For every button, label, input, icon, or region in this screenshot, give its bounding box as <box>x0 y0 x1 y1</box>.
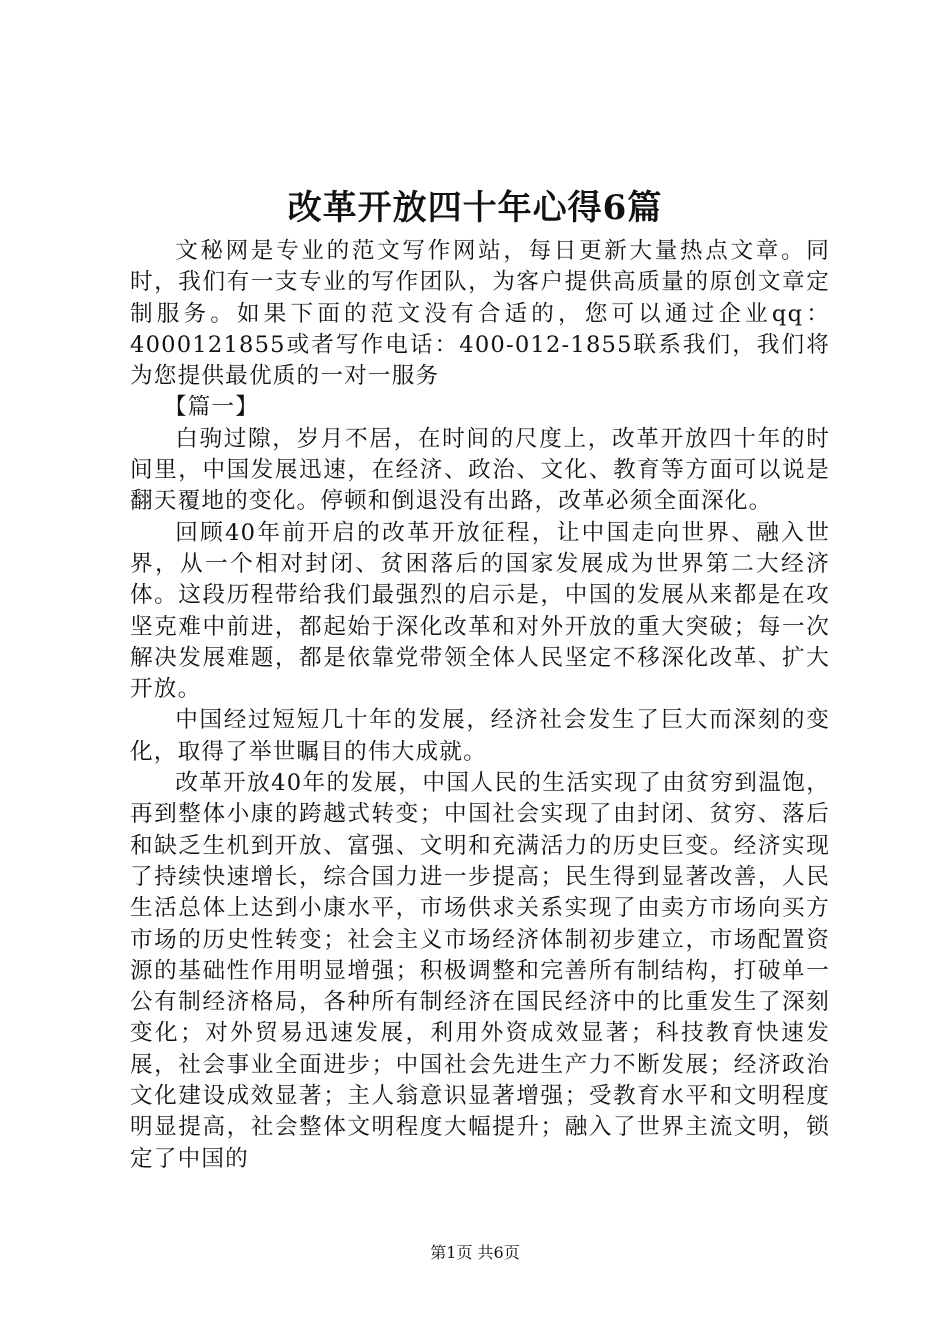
body-paragraph: 改革开放40年的发展，中国人民的生活实现了由贫穷到温饱，再到整体小康的跨越式转变；中国社会实现了由封闭、贫穷、落后和缺乏生机到开放、富强、文明和充满活力的历史巨变。经济实现了持续快速增长，综合国力进一步提高；民生得到显著改善，人民生活总体上达到小康水平，市场供求关系实现了由卖方市场向买方市场的历史性转变；社会主义市场经济体制初步建立，市场配置资源的基础性作用明显增强；积极调整和完善所有制结构，打破单一公有制经济格局，各种所有制经济在国民经济中的比重发生了深刻变化；对外贸易迅速发展，利用外资成效显著；科技教育快速发展，社会事业全面进步；中国社会先进生产力不断发展；经济政治文化建设成效显著；主人翁意识显著增强；受教育水平和文明程度明显提高，社会整体文明程度大幅提升；融入了世界主流文明，锁定了中国的 <box>130 770 830 1172</box>
body-paragraph: 白驹过隙，岁月不居，在时间的尺度上，改革开放四十年的时间里，中国发展迅速，在经济、政治、文化、教育等方面可以说是翻天覆地的变化。停顿和倒退没有出路，改革必须全面深化。 <box>130 425 830 515</box>
page-footer: 第1页 共6页 <box>430 1243 520 1262</box>
document-body <box>130 236 830 1175</box>
document-title: 改革开放四十年心得6篇 <box>287 188 663 228</box>
body-paragraph: 回顾40年前开启的改革开放征程，让中国走向世界、融入世界，从一个相对封闭、贫困落后的国家发展成为世界第二大经济体。这段历程带给我们最强烈的启示是，中国的发展从来都是在攻坚克难中前进，都起始于深化改革和对外开放的重大突破；每一次解决发展难题，都是依靠党带领全体人民坚定不移深化改革、扩大开放。 <box>130 519 830 703</box>
body-paragraph: 中国经过短短几十年的发展，经济社会发生了巨大而深刻的变化，取得了举世瞩目的伟大成就。 <box>130 707 830 765</box>
section-heading: 【篇一】 <box>163 394 260 421</box>
intro-paragraph: 文秘网是专业的范文写作网站，每日更新大量热点文章。同时，我们有一支专业的写作团队，为客户提供高质量的原创文章定制服务。如果下面的范文没有合适的，您可以通过企业qq：4000121855或者写作电话：400-012-1855联系我们，我们将为您提供最优质的一对一服务 <box>130 238 830 390</box>
